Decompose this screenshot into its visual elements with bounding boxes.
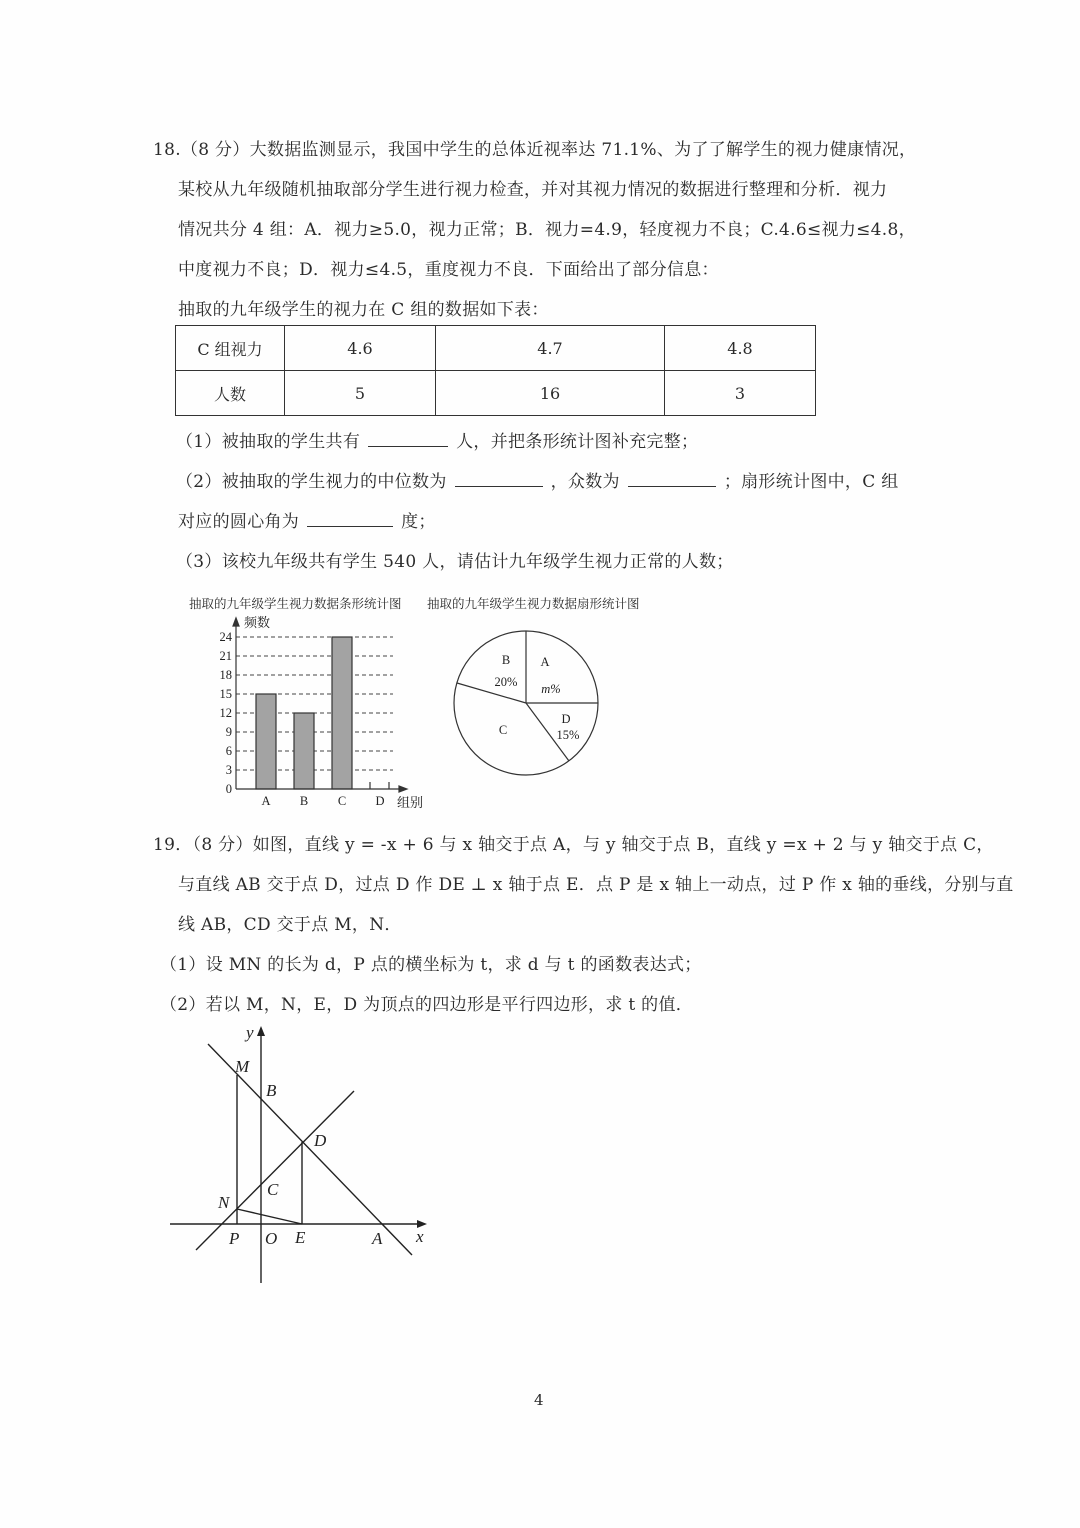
svg-text:15: 15 (219, 687, 232, 701)
svg-text:A: A (540, 655, 550, 669)
sub2b-text-end: 度； (401, 512, 436, 532)
svg-text:9: 9 (225, 725, 232, 739)
table-cell: 5 (285, 371, 436, 416)
q18-sub3: （3）该校九年级共有学生 540 人，请估计九年级学生视力正常的人数； (176, 552, 734, 572)
line-NE (237, 1209, 302, 1224)
table-cell: 4.8 (665, 326, 816, 371)
q19-sub1: （1）设 MN 的长为 d，P 点的横坐标为 t，求 d 与 t 的函数表达式； (160, 955, 702, 975)
svg-text:组别: 组别 (397, 795, 424, 810)
svg-text:C: C (267, 1180, 279, 1199)
table-cell: C 组视力 (176, 326, 285, 371)
bar-chart-title: 抽取的九年级学生视力数据条形统计图 (189, 596, 402, 611)
table-cell: 16 (436, 371, 665, 416)
svg-text:20%: 20% (494, 675, 518, 689)
svg-text:D: D (561, 712, 571, 726)
table-cell: 人数 (176, 371, 285, 416)
svg-text:A: A (372, 1229, 383, 1248)
q18-line-3: 情况共分 4 组：A．视力≥5.0，视力正常；B．视力=4.9，轻度视力不良；C.4.6≤视力≤4.8， (178, 220, 916, 240)
svg-text:6: 6 (225, 744, 232, 758)
q19-line-3: 线 AB，CD 交于点 M，N． (178, 915, 402, 935)
svg-text:A: A (261, 794, 271, 808)
sub2b-text: 对应的圆心角为 (178, 512, 300, 532)
svg-text:18: 18 (219, 668, 232, 682)
svg-text:C: C (337, 794, 347, 808)
svg-text:21: 21 (219, 649, 232, 663)
svg-text:P: P (229, 1229, 240, 1248)
svg-text:B: B (299, 794, 309, 808)
page-number: 4 (534, 1391, 544, 1409)
svg-text:E: E (295, 1228, 306, 1247)
q19-line-1: 19．（8 分）如图，直线 y = -x + 6 与 x 轴交于点 A，与 y 轴交于点 B，直线 y =x + 2 与 y 轴交于点 C， (153, 835, 994, 855)
svg-text:B: B (501, 653, 511, 667)
svg-text:x: x (416, 1227, 424, 1246)
svg-text:M: M (235, 1057, 250, 1076)
sub2-text-mid: ，众数为 (550, 472, 620, 492)
svg-text:15%: 15% (556, 728, 580, 742)
table-cell: 3 (665, 371, 816, 416)
sub1-text: （1）被抽取的学生共有 (176, 432, 361, 452)
q18-line-4: 中度视力不良；D．视力≤4.5，重度视力不良．下面给出了部分信息： (178, 260, 719, 280)
svg-text:D: D (314, 1131, 327, 1150)
table-cell: 4.7 (436, 326, 665, 371)
table-cell: 4.6 (285, 326, 436, 371)
svg-text:频数: 频数 (244, 615, 271, 630)
svg-text:O: O (265, 1229, 278, 1248)
svg-text:N: N (218, 1193, 230, 1212)
diagram-labels (217, 1023, 424, 1248)
svg-text:B: B (266, 1081, 277, 1100)
svg-text:C: C (498, 723, 508, 737)
svg-text:12: 12 (219, 706, 232, 720)
svg-text:D: D (375, 794, 385, 808)
svg-text:m%: m% (541, 682, 561, 696)
sub2-text: （2）被抽取的学生视力的中位数为 (176, 472, 447, 492)
svg-text:3: 3 (225, 763, 232, 777)
q19-sub2: （2）若以 M，N，E，D 为顶点的四边形是平行四边形，求 t 的值． (160, 995, 694, 1015)
q19-line-2: 与直线 AB 交于点 D，过点 D 作 DE ⊥ x 轴于点 E．点 P 是 x 轴上一动点，过 P 作 x 轴的垂线，分别与直 (178, 875, 1014, 895)
q18-table-intro: 抽取的九年级学生的视力在 C 组的数据如下表： (178, 300, 549, 320)
y-axis-arrow-icon (257, 1026, 265, 1036)
svg-text:24: 24 (219, 630, 232, 644)
svg-text:y: y (246, 1023, 254, 1042)
q18-line-1: 18.（8 分）大数据监测显示，我国中学生的总体近视率达 71.1%、为了了解学生的视力健康情况， (153, 140, 917, 160)
sub2-text-end: ；扇形统计图中，C 组 (723, 472, 899, 492)
svg-text:0: 0 (225, 782, 232, 796)
pie-chart-title: 抽取的九年级学生视力数据扇形统计图 (427, 596, 640, 611)
sub1-text-end: 人，并把条形统计图补充完整； (456, 432, 699, 452)
q18-line-2: 某校从九年级随机抽取部分学生进行视力检查，并对其视力情况的数据进行整理和分析．视力 (178, 180, 888, 200)
